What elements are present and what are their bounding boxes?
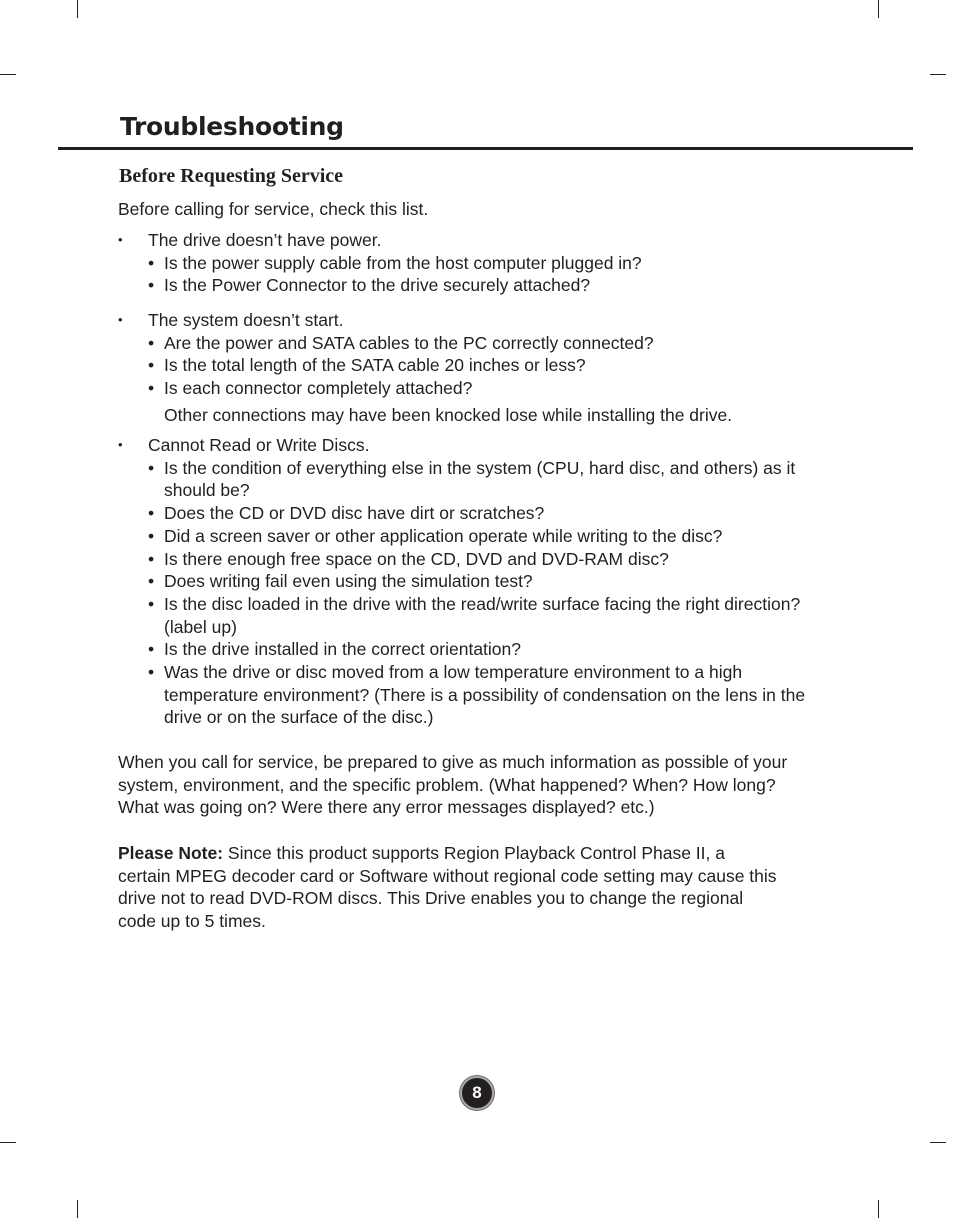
list-item bbox=[148, 252, 838, 275]
bullet: • bbox=[148, 355, 155, 376]
list-item-text: Is each connector completely attached? bbox=[164, 378, 473, 399]
bullet: • bbox=[148, 275, 155, 296]
intro-text: Before calling for service, check this list. bbox=[118, 199, 429, 219]
additional-note: Other connections may have been knocked lose while installing the drive. bbox=[164, 405, 733, 425]
group-title: The system doesn’t start. bbox=[148, 310, 344, 330]
list-item bbox=[148, 377, 838, 400]
list-item-text: Was the drive or disc moved from a low temperature environment to a high temperature environment? (There is a possibility of condensation on the lens in the drive or on the surface of the disc.) bbox=[164, 662, 806, 728]
bullet: • bbox=[148, 548, 155, 569]
bullet: • bbox=[148, 571, 155, 592]
crop-mark bbox=[930, 1142, 946, 1143]
bullet: • bbox=[148, 593, 155, 614]
check-list bbox=[148, 457, 828, 729]
please-note-paragraph bbox=[118, 842, 778, 933]
bullet: • bbox=[148, 252, 155, 273]
list-item bbox=[148, 661, 828, 729]
group-title: The drive doesn’t have power. bbox=[148, 230, 382, 250]
bullet: • bbox=[148, 503, 155, 524]
group-bullet: • bbox=[118, 437, 123, 452]
bullet: • bbox=[148, 525, 155, 546]
list-item-text: Is the power supply cable from the host computer plugged in? bbox=[164, 252, 642, 273]
crop-mark bbox=[930, 74, 946, 75]
check-list bbox=[148, 332, 838, 400]
crop-mark bbox=[0, 1142, 16, 1143]
group-title: Cannot Read or Write Discs. bbox=[148, 435, 370, 455]
list-item-text: Is the total length of the SATA cable 20 inches or less? bbox=[164, 355, 586, 376]
list-item-text: Is the disc loaded in the drive with the read/write surface facing the right direction? (label up) bbox=[164, 593, 801, 637]
list-item bbox=[148, 354, 838, 377]
bullet: • bbox=[148, 639, 155, 660]
check-list bbox=[148, 252, 838, 297]
crop-mark bbox=[0, 74, 16, 75]
list-item bbox=[148, 274, 838, 297]
service-paragraph: When you call for service, be prepared to give as much information as possible of your system, environment, and the specific problem. (What happened? When? How long? What was going on? Were there any error messages displayed? etc.) bbox=[118, 752, 788, 818]
list-item-text: Does writing fail even using the simulation test? bbox=[164, 571, 533, 592]
bullet: • bbox=[148, 662, 155, 683]
list-item bbox=[148, 502, 828, 525]
page-number-badge: 8 bbox=[460, 1076, 494, 1110]
bullet: • bbox=[148, 457, 155, 478]
list-item bbox=[148, 638, 828, 661]
list-item bbox=[148, 593, 828, 638]
list-item bbox=[148, 570, 828, 593]
list-item bbox=[148, 548, 828, 571]
list-item bbox=[148, 332, 838, 355]
list-item-text: Does the CD or DVD disc have dirt or scratches? bbox=[164, 503, 545, 524]
list-item-text: Did a screen saver or other application operate while writing to the disc? bbox=[164, 525, 723, 546]
note-text: Since this product supports Region Playback Control Phase II, a certain MPEG decoder card or Software without regional code setting may cause this drive not to read DVD-ROM discs. This Drive enables you to change the regional code up to 5 times. bbox=[118, 843, 777, 932]
crop-mark bbox=[77, 0, 78, 18]
group-bullet: • bbox=[118, 312, 123, 327]
list-item-text: Is the Power Connector to the drive securely attached? bbox=[164, 275, 591, 296]
note-label: Please Note: bbox=[118, 843, 224, 863]
list-item-text: Is the condition of everything else in the system (CPU, hard disc, and others) as it should be? bbox=[164, 457, 796, 501]
list-item bbox=[148, 525, 828, 548]
section-heading: Before Requesting Service bbox=[119, 165, 344, 187]
crop-mark bbox=[878, 1200, 879, 1218]
bullet: • bbox=[148, 332, 155, 353]
list-item-text: Is there enough free space on the CD, DVD and DVD-RAM disc? bbox=[164, 548, 669, 569]
group-bullet: • bbox=[118, 232, 123, 247]
list-item-text: Is the drive installed in the correct orientation? bbox=[164, 639, 521, 660]
list-item bbox=[148, 457, 828, 502]
crop-mark bbox=[77, 1200, 78, 1218]
crop-mark bbox=[878, 0, 879, 18]
title-rule bbox=[58, 147, 913, 150]
bullet: • bbox=[148, 378, 155, 399]
page-title: Troubleshooting bbox=[120, 112, 344, 141]
list-item-text: Are the power and SATA cables to the PC correctly connected? bbox=[164, 332, 654, 353]
